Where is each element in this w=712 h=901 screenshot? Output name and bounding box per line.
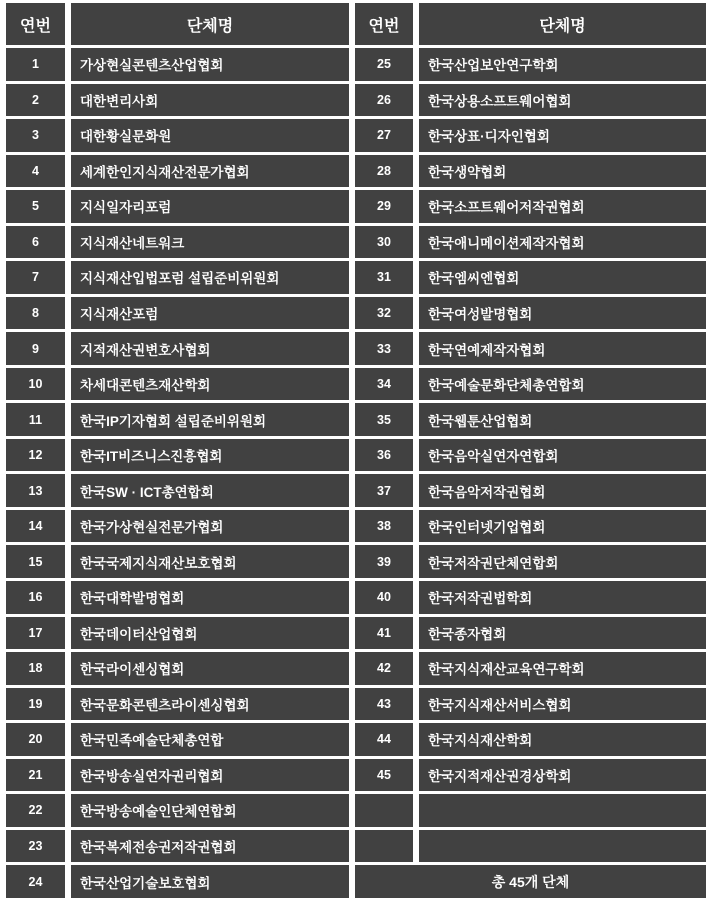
table-row [6, 403, 706, 436]
row-number-cell: 32 [355, 297, 413, 330]
row-number-cell: 12 [6, 439, 65, 472]
org-name-cell: 한국저작권법학회 [419, 581, 706, 614]
row-number-cell: 11 [6, 403, 65, 436]
row-number-cell: 6 [6, 226, 65, 259]
table-row [6, 759, 706, 792]
org-name-cell: 한국음악실연자연합회 [419, 439, 706, 472]
table-row [6, 581, 706, 614]
row-number-cell: 21 [6, 759, 65, 792]
org-name-cell: 한국애니메이션제작자협회 [419, 226, 706, 259]
org-name-cell: 지식일자리포럼 [71, 190, 349, 223]
row-number-cell: 5 [6, 190, 65, 223]
row-number-cell: 23 [6, 830, 65, 863]
header-no-left: 연번 [6, 3, 65, 45]
table-row [6, 545, 706, 578]
table-row [6, 332, 706, 365]
table-row [6, 617, 706, 650]
org-name-cell: 차세대콘텐츠재산학회 [71, 368, 349, 401]
header-no-right: 연번 [355, 3, 413, 45]
row-number-cell: 27 [355, 119, 413, 152]
org-name-cell: 한국라이센싱협회 [71, 652, 349, 685]
row-number-cell: 31 [355, 261, 413, 294]
org-name-cell: 한국문화콘텐츠라이센싱협회 [71, 688, 349, 721]
row-number-cell: 10 [6, 368, 65, 401]
org-name-cell: 지식재산입법포럼 설립준비위원회 [71, 261, 349, 294]
org-name-cell: 한국인터넷기업협회 [419, 510, 706, 543]
table-row [6, 155, 706, 188]
row-number-cell: 36 [355, 439, 413, 472]
org-name-cell: 한국연예제작자협회 [419, 332, 706, 365]
row-number-cell: 34 [355, 368, 413, 401]
row-number-cell: 37 [355, 474, 413, 507]
org-name-cell: 세계한인지식재산전문가협회 [71, 155, 349, 188]
org-name-cell: 한국지식재산서비스협회 [419, 688, 706, 721]
org-name-cell: 한국종자협회 [419, 617, 706, 650]
org-name-cell: 한국지식재산학회 [419, 723, 706, 756]
org-name-cell: 한국방송예술인단체연합회 [71, 794, 349, 827]
row-number-cell: 38 [355, 510, 413, 543]
org-name-cell: 한국저작권단체연합회 [419, 545, 706, 578]
table-row [6, 48, 706, 81]
table-row [6, 119, 706, 152]
table-row [6, 723, 706, 756]
org-name-cell [419, 794, 706, 827]
org-name-cell: 한국엠씨엔협회 [419, 261, 706, 294]
table-body [6, 48, 706, 898]
org-name-cell: 한국여성발명협회 [419, 297, 706, 330]
org-name-cell: 한국방송실연자권리협회 [71, 759, 349, 792]
row-number-cell: 45 [355, 759, 413, 792]
org-name-cell: 한국지식재산교육연구학회 [419, 652, 706, 685]
org-name-cell: 한국산업보안연구학회 [419, 48, 706, 81]
row-number-cell: 2 [6, 84, 65, 117]
row-number-cell: 15 [6, 545, 65, 578]
org-name-cell: 한국IP기자협회 설립준비위원회 [71, 403, 349, 436]
org-name-cell: 한국예술문화단체총연합회 [419, 368, 706, 401]
table-row [6, 865, 706, 898]
org-name-cell: 한국생약협회 [419, 155, 706, 188]
row-number-cell: 19 [6, 688, 65, 721]
table-row [6, 510, 706, 543]
org-name-cell: 한국대학발명협회 [71, 581, 349, 614]
org-name-cell: 지식재산네트워크 [71, 226, 349, 259]
row-number-cell: 14 [6, 510, 65, 543]
org-name-cell: 한국상용소프트웨어협회 [419, 84, 706, 117]
row-number-cell: 24 [6, 865, 65, 898]
org-name-cell: 한국IT비즈니스진흥협회 [71, 439, 349, 472]
row-number-cell: 25 [355, 48, 413, 81]
row-number-cell [355, 794, 413, 827]
table-row [6, 794, 706, 827]
row-number-cell: 29 [355, 190, 413, 223]
table-row [6, 190, 706, 223]
org-name-cell: 한국데이터산업협회 [71, 617, 349, 650]
header-name-right: 단체명 [419, 3, 706, 45]
table-row [6, 474, 706, 507]
row-number-cell: 42 [355, 652, 413, 685]
org-name-cell: 대한황실문화원 [71, 119, 349, 152]
row-number-cell: 22 [6, 794, 65, 827]
header-name-left: 단체명 [71, 3, 349, 45]
org-name-cell: 대한변리사회 [71, 84, 349, 117]
org-name-cell [419, 830, 706, 863]
row-number-cell: 18 [6, 652, 65, 685]
row-number-cell: 16 [6, 581, 65, 614]
org-name-cell: 한국복제전송권저작권협회 [71, 830, 349, 863]
row-number-cell: 4 [6, 155, 65, 188]
table-row [6, 368, 706, 401]
table-row [6, 439, 706, 472]
table-row [6, 84, 706, 117]
row-number-cell: 9 [6, 332, 65, 365]
row-number-cell: 26 [355, 84, 413, 117]
row-number-cell [355, 830, 413, 863]
table-row [6, 830, 706, 863]
table-row [6, 261, 706, 294]
org-name-cell: 한국SW · ICT총연합회 [71, 474, 349, 507]
org-name-cell: 한국민족예술단체총연합 [71, 723, 349, 756]
table-row [6, 688, 706, 721]
org-name-cell: 한국상표·디자인협회 [419, 119, 706, 152]
row-number-cell: 3 [6, 119, 65, 152]
row-number-cell: 7 [6, 261, 65, 294]
org-name-cell: 가상현실콘텐츠산업협회 [71, 48, 349, 81]
org-name-cell: 한국산업기술보호협회 [71, 865, 349, 898]
table-row [6, 226, 706, 259]
row-number-cell: 13 [6, 474, 65, 507]
row-number-cell: 35 [355, 403, 413, 436]
row-number-cell: 8 [6, 297, 65, 330]
header-row [6, 3, 706, 45]
org-name-cell: 한국지적재산권경상학회 [419, 759, 706, 792]
org-name-cell: 지식재산포럼 [71, 297, 349, 330]
org-name-cell: 한국소프트웨어저작권협회 [419, 190, 706, 223]
org-name-cell: 지적재산권변호사협회 [71, 332, 349, 365]
row-number-cell: 20 [6, 723, 65, 756]
row-number-cell: 28 [355, 155, 413, 188]
table-header [6, 3, 706, 45]
row-number-cell: 17 [6, 617, 65, 650]
org-name-cell: 한국가상현실전문가협회 [71, 510, 349, 543]
row-number-cell: 40 [355, 581, 413, 614]
row-number-cell: 1 [6, 48, 65, 81]
row-number-cell: 39 [355, 545, 413, 578]
row-number-cell: 44 [355, 723, 413, 756]
org-name-cell: 한국웹툰산업협회 [419, 403, 706, 436]
row-number-cell: 43 [355, 688, 413, 721]
row-number-cell: 33 [355, 332, 413, 365]
total-count-cell: 총 45개 단체 [355, 865, 706, 898]
row-number-cell: 30 [355, 226, 413, 259]
org-name-cell: 한국국제지식재산보호협회 [71, 545, 349, 578]
table-row [6, 297, 706, 330]
org-name-cell: 한국음악저작권협회 [419, 474, 706, 507]
table-row [6, 652, 706, 685]
row-number-cell: 41 [355, 617, 413, 650]
